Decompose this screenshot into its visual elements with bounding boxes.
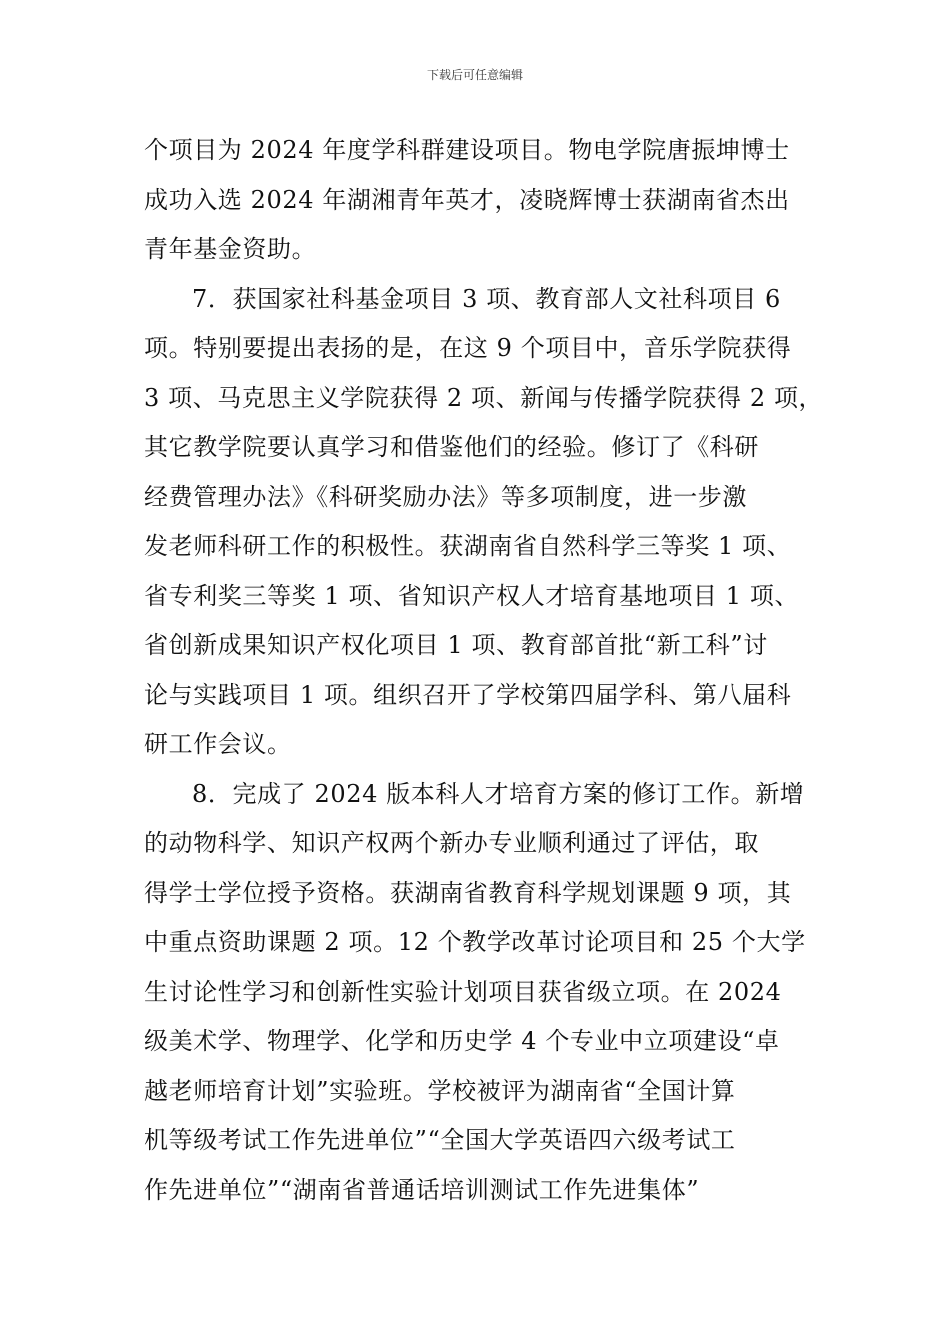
text-line: 得学士学位授予资格。获湖南省教育科学规划课题 9 项，其 [144,878,792,907]
text-line: 项。特别要提出表扬的是，在这 9 个项目中，音乐学院获得 [144,334,792,362]
text-line: 越老师培育计划”实验班。学校被评为湖南省“全国计算 [144,1076,736,1105]
text-line: 3 项、马克思主义学院获得 2 项、新闻与传播学院获得 2 项， [144,383,824,412]
text-line: 发老师科研工作的积极性。获湖南省自然科学三等奖 1 项、 [144,532,792,560]
text-line: 省专利奖三等奖 1 项、省知识产权人才培育基地项目 1 项、 [144,581,800,610]
text-line: 机等级考试工作先进单位”“全国大学英语四六级考试工 [144,1126,736,1154]
paragraph-start-7: 7．获国家社科基金项目 3 项、教育部人文社科项目 6 [192,284,781,313]
body-text [144,126,824,1215]
text-line: 青年基金资助。 [144,235,317,263]
text-line: 经费管理办法》《科研奖励办法》等多项制度，进一步激 [144,482,747,511]
text-line: 其它教学院要认真学习和借鉴他们的经验。修订了《科研 [144,433,759,461]
text-line: 中重点资助课题 2 项。12 个教学改革讨论项目和 25 个大学 [144,928,806,956]
text-line: 论与实践项目 1 项。组织召开了学校第四届学科、第八届科 [144,680,792,709]
text-line: 作先进单位”“湖南省普通话培训测试工作先进集体” [144,1175,700,1204]
text-line: 成功入选 2024 年湖湘青年英才，凌晓辉博士获湖南省杰出 [144,185,790,214]
text-line: 的动物科学、知识产权两个新办专业顺利通过了评估，取 [144,829,759,857]
text-line: 生讨论性学习和创新性实验计划项目获省级立项。在 2024 [144,977,782,1006]
paragraph-start-8: 8．完成了 2024 版本科人才培育方案的修订工作。新增 [192,779,805,808]
text-line: 个项目为 2024 年度学科群建设项目。物电学院唐振坤博士 [144,136,790,164]
header-note: 下载后可任意编辑 [426,68,523,82]
text-line: 省创新成果知识产权化项目 1 项、教育部首批“新工科”讨 [144,631,768,659]
text-line: 研工作会议。 [144,730,292,758]
text-line: 级美术学、物理学、化学和历史学 4 个专业中立项建设“卓 [144,1027,780,1055]
